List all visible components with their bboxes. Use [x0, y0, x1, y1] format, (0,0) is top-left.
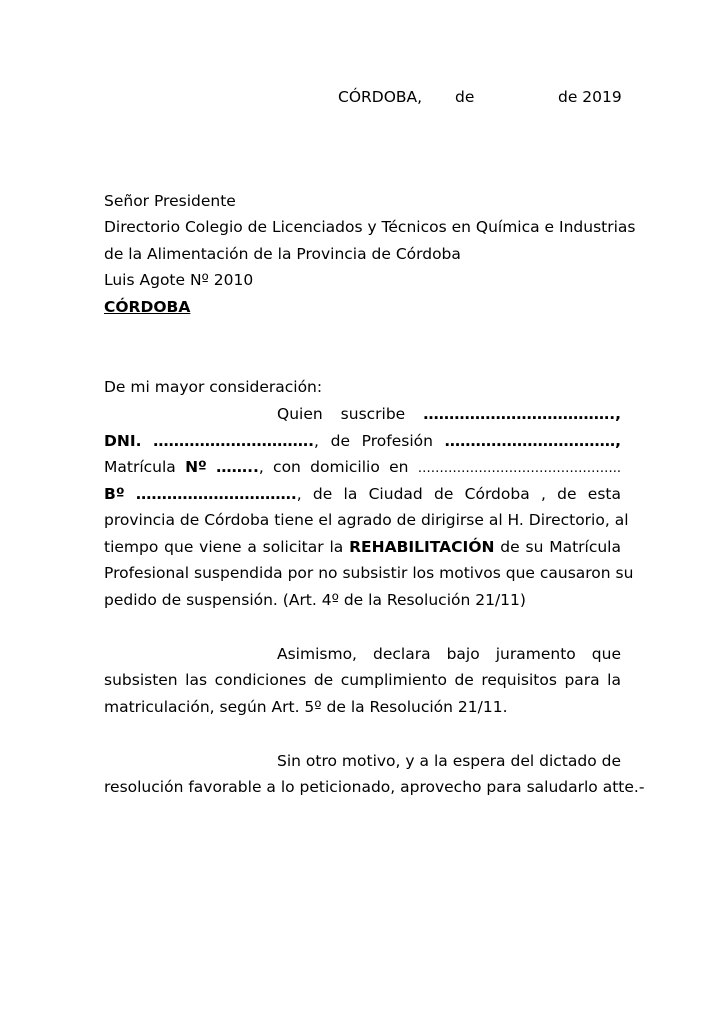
- date-de: de: [455, 88, 475, 106]
- p1-line-3: Matrícula Nº …….., con domicilio en ………………………………………..: [104, 458, 621, 476]
- p1-line-5: provincia de Córdoba tiene el agrado de dirigirse al H. Directorio, al: [104, 511, 629, 529]
- p2-line-1: Asimismo, declara bajo juramento que: [277, 645, 621, 663]
- p2-line-2: subsisten las condiciones de cumplimiento de requisitos para la: [104, 671, 621, 689]
- addressee-line-1: Señor Presidente: [104, 192, 236, 210]
- p1-line-4: Bº …………………………., de la Ciudad de Córdoba , de esta: [104, 485, 621, 503]
- p1-line-8: pedido de suspensión. (Art. 4º de la Resolución 21/11): [104, 591, 526, 609]
- addressee-city: CÓRDOBA: [104, 298, 191, 316]
- addressee-line-3: de la Alimentación de la Provincia de Córdoba: [104, 245, 461, 263]
- p1-line-2: DNI. …………………………., de Profesión ……………………………,: [104, 432, 621, 450]
- p1-line-7: Profesional suspendida por no subsistir los motivos que causaron su: [104, 564, 634, 582]
- p3-line-1: Sin otro motivo, y a la espera del dictado de: [277, 752, 621, 770]
- p2-line-3: matriculación, según Art. 5º de la Resolución 21/11.: [104, 698, 508, 716]
- addressee-line-2: Directorio Colegio de Licenciados y Técnicos en Química e Industrias: [104, 218, 636, 236]
- salutation: De mi mayor consideración:: [104, 378, 323, 396]
- date-year: de 2019: [558, 88, 622, 106]
- p1-line-6: tiempo que viene a solicitar la REHABILITACIÓN de su Matrícula: [104, 538, 621, 556]
- addressee-line-4: Luis Agote Nº 2010: [104, 271, 254, 289]
- date-city: CÓRDOBA,: [338, 88, 423, 106]
- p1-line-1: Quien suscribe ……………………………….,: [277, 405, 621, 423]
- p3-line-2: resolución favorable a lo peticionado, aprovecho para saludarlo atte.-: [104, 778, 645, 796]
